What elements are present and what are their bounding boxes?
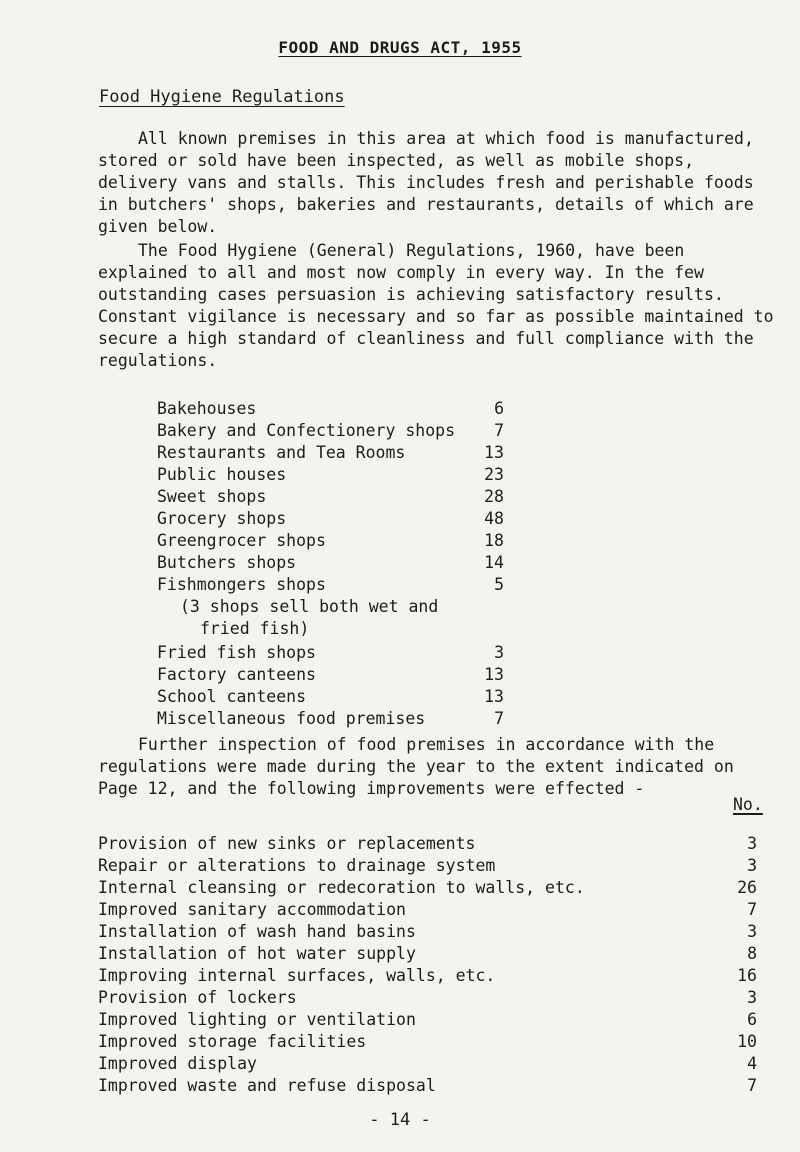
list-item: Provision of new sinks or replacements 3 [98,834,757,853]
list-item: Miscellaneous food premises 7 [157,709,504,728]
regulations-text: The Food Hygiene (General) Regulations, 1960, have been explained to all and most now comply in every way. In the few outstanding cases persuasion is achieving satisfactory results. Constant vigilance is necessary and so far as possible maintained to secure a high standard of cleanliness and full compliance with the regulations. [98,241,774,370]
list-item: School canteens 13 [157,687,504,706]
list-item: Improving internal surfaces, walls, etc. 16 [98,966,757,985]
page-header [0,38,800,57]
regulations-paragraph [98,240,778,372]
list-item-note: fried fish) [200,619,310,638]
list-item: Restaurants and Tea Rooms 13 [157,443,504,462]
list-item: Fishmongers shops 5 [157,575,504,594]
list-item: Installation of wash hand basins 3 [98,922,757,941]
list-item: Fried fish shops 3 [157,643,504,662]
list-item: Provision of lockers 3 [98,988,757,1007]
list-item-note: (3 shops sell both wet and [180,597,439,616]
section-title: Food Hygiene Regulations [99,87,345,107]
list-item: Repair or alterations to drainage system 3 [98,856,757,875]
page-number: - 14 - [369,1110,431,1130]
list-item: Grocery shops 48 [157,509,504,528]
list-item: Sweet shops 28 [157,487,504,506]
list-item: Improved storage facilities 10 [98,1032,757,1051]
list-item: Butchers shops 14 [157,553,504,572]
further-paragraph [98,734,778,800]
list-item: Improved waste and refuse disposal 7 [98,1076,757,1095]
number-column-header: No. [733,795,763,814]
list-item: Public houses 23 [157,465,504,484]
list-item: Installation of hot water supply 8 [98,944,757,963]
list-item: Improved display 4 [98,1054,757,1073]
list-item: Bakehouses 6 [157,399,504,418]
list-item: Factory canteens 13 [157,665,504,684]
act-title: FOOD AND DRUGS ACT, 1955 [278,38,522,57]
further-text: Further inspection of food premises in accordance with the regulations were made during the year to the extent indicated on Page 12, and the following improvements were effected - [98,735,734,798]
intro-paragraph [98,128,778,238]
list-item: Internal cleansing or redecoration to walls, etc. 26 [98,878,757,897]
list-item: Improved lighting or ventilation 6 [98,1010,757,1029]
list-item: Improved sanitary accommodation 7 [98,900,757,919]
intro-text: All known premises in this area at which food is manufactured, stored or sold have been inspected, as well as mobile shops, delivery vans and stalls. This includes fresh and perishable foods in butchers' shops, bakeries and restaurants, details of which are given below. [98,129,754,236]
list-item: Bakery and Confectionery shops 7 [157,421,504,440]
list-item: Greengrocer shops 18 [157,531,504,550]
